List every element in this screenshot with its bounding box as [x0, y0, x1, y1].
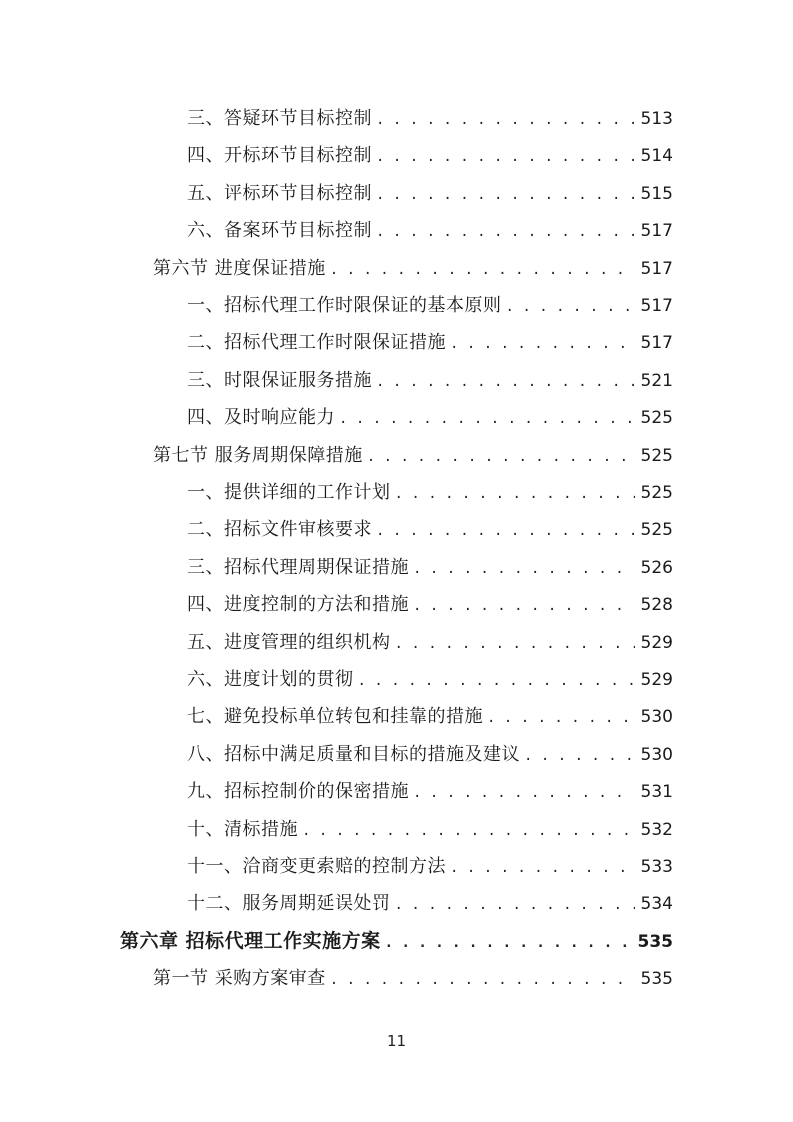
toc-entry[interactable] [187, 549, 673, 586]
toc-entry-page: 534 [640, 894, 673, 915]
toc-dot-leader [413, 551, 635, 588]
toc-entry[interactable] [187, 698, 673, 735]
toc-dot-leader [330, 252, 635, 289]
toc-dot-leader [450, 326, 635, 363]
toc-dot-leader [395, 626, 636, 663]
toc-entry-title: 六、进度计划的贯彻 [187, 669, 354, 690]
toc-entry-title: 七、避免投标单位转包和挂靠的措施 [187, 706, 483, 728]
toc-entry[interactable] [187, 773, 673, 810]
toc-entry[interactable] [153, 437, 673, 474]
toc-entry-title: 九、招标控制价的保密措施 [187, 781, 409, 803]
toc-entry-page: 525 [640, 445, 673, 466]
toc-entry-title: 三、招标代理周期保证措施 [187, 556, 409, 578]
toc-entry-page: 513 [640, 109, 673, 129]
toc-entry[interactable] [187, 885, 673, 922]
toc-dot-leader [376, 364, 635, 401]
toc-dot-leader [367, 439, 635, 476]
toc-entry-page: 529 [640, 632, 673, 653]
toc-entry-title: 第一节 采购方案审查 [153, 968, 326, 990]
toc-entry-page: 517 [640, 333, 673, 354]
toc-entry[interactable] [187, 399, 673, 436]
toc-entry[interactable] [187, 100, 673, 137]
toc-entry[interactable] [187, 175, 673, 212]
toc-entry[interactable] [187, 624, 673, 661]
toc-dot-leader [524, 738, 635, 775]
toc-entry[interactable] [187, 736, 673, 773]
toc-entry-page: 531 [640, 782, 673, 803]
toc-entry[interactable] [187, 586, 673, 623]
toc-dot-leader [385, 925, 634, 962]
toc-entry-page: 517 [640, 221, 673, 242]
toc-entry-title: 第六章 招标代理工作实施方案 [120, 929, 381, 952]
toc-entry-page: 517 [640, 296, 673, 316]
toc-entry[interactable] [187, 848, 673, 885]
page-number: 11 [386, 1032, 407, 1050]
toc-dot-leader [376, 139, 635, 176]
toc-dot-leader [376, 177, 635, 214]
toc-entry-title: 三、时限保证服务措施 [187, 369, 372, 391]
toc-entry-page: 535 [640, 969, 673, 990]
toc-dot-leader [413, 588, 635, 625]
toc-entry-title: 二、招标代理工作时限保证措施 [187, 332, 446, 354]
toc-dot-leader [339, 401, 635, 438]
toc-entry-page: 514 [640, 146, 673, 167]
toc-entry-title: 第六节 进度保证措施 [153, 257, 326, 279]
toc-entry[interactable] [187, 212, 673, 249]
toc-dot-leader [450, 850, 635, 887]
toc-entry-title: 六、备案环节目标控制 [187, 220, 372, 242]
toc-entry[interactable] [187, 474, 673, 511]
toc-dot-leader [487, 700, 635, 737]
toc-entry[interactable] [187, 137, 673, 174]
toc-entry-title: 十、清标措施 [187, 818, 298, 840]
toc-entry-page: 521 [640, 370, 673, 391]
toc-entry[interactable] [153, 960, 673, 997]
toc-entry-page: 529 [640, 670, 673, 690]
toc-dot-leader [376, 214, 635, 251]
toc-entry[interactable] [187, 287, 673, 324]
toc-entry-page: 528 [640, 595, 673, 616]
toc-entry-title: 五、评标环节目标控制 [187, 182, 372, 204]
toc-dot-leader [330, 962, 635, 999]
toc-entry[interactable] [187, 661, 673, 698]
toc-entry-title: 四、开标环节目标控制 [187, 145, 372, 167]
toc-entry-page: 530 [640, 744, 673, 765]
toc-entry-page: 530 [640, 707, 673, 728]
toc-dot-leader [302, 813, 635, 850]
toc-entry-page: 533 [640, 857, 673, 877]
toc-entry[interactable] [187, 324, 673, 361]
toc-entry-page: 535 [637, 931, 673, 952]
toc-entry-title: 二、招标文件审核要求 [187, 519, 372, 541]
toc-dot-leader [376, 102, 635, 139]
toc-entry-title: 八、招标中满足质量和目标的措施及建议 [187, 743, 520, 765]
toc-entry-page: 515 [640, 183, 673, 204]
toc-entry-page: 532 [640, 819, 673, 840]
toc-entry-title: 十二、服务周期延误处罚 [187, 893, 391, 915]
toc-entry-page: 525 [640, 483, 673, 503]
toc-dot-leader [376, 513, 635, 550]
toc-entry[interactable] [187, 511, 673, 548]
toc-entry-title: 一、招标代理工作时限保证的基本原则 [187, 295, 502, 316]
toc-entry-page: 525 [640, 408, 673, 429]
toc-dot-leader [395, 476, 636, 513]
toc-entry-page: 525 [640, 520, 673, 541]
toc-entry-title: 三、答疑环节目标控制 [187, 108, 372, 129]
toc-entry-page: 517 [640, 258, 673, 279]
toc-entry-title: 四、及时响应能力 [187, 407, 335, 429]
toc-entry[interactable] [187, 811, 673, 848]
toc-entry-title: 一、提供详细的工作计划 [187, 482, 391, 503]
toc-dot-leader [506, 289, 636, 326]
toc-entry-title: 十一、洽商变更索赔的控制方法 [187, 856, 446, 877]
toc-dot-leader [395, 887, 636, 924]
toc-entry[interactable] [120, 923, 673, 960]
toc-entry[interactable] [153, 250, 673, 287]
toc-dot-leader [413, 775, 635, 812]
toc-entry-title: 四、进度控制的方法和措施 [187, 594, 409, 616]
toc-dot-leader [358, 663, 636, 700]
toc-entry[interactable] [187, 362, 673, 399]
toc-entry-page: 526 [640, 557, 673, 578]
toc-entry-title: 五、进度管理的组织机构 [187, 631, 391, 653]
toc-entry-title: 第七节 服务周期保障措施 [153, 444, 363, 466]
